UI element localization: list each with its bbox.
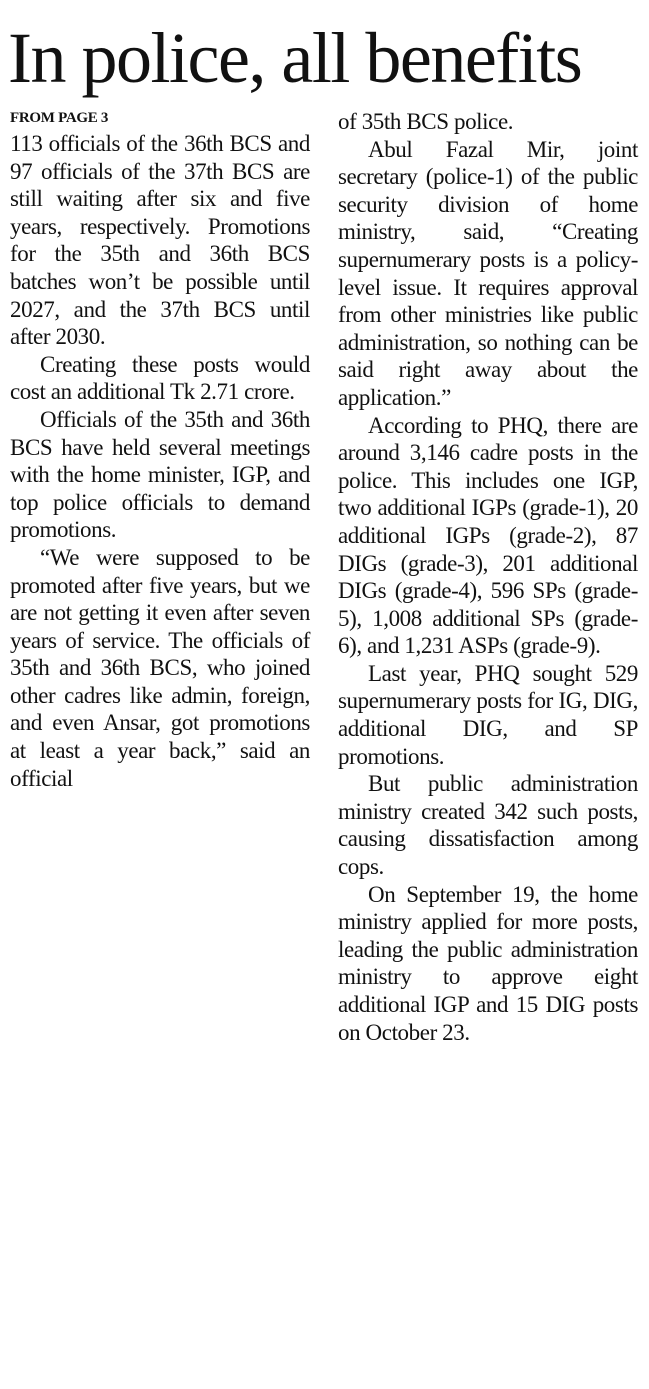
kicker: FROM PAGE 3: [10, 110, 109, 126]
paragraph: of 35th BCS police.: [338, 109, 514, 134]
paragraph: According to PHQ, there are around 3,146 cadre posts in the police. This includes one IGP, two additional IGPs (grade-1), 20 additional IGPs (grade-2), 87 DIGs (grade-3), 201 additional DIGs (grade-4), 596 SPs (grade-5), 1,008 additional SPs (grade-6), and 1,231 ASPs (grade-9).: [338, 412, 638, 659]
paragraph: But public administration ministry created 342 such posts, causing dissatisfaction among cops.: [338, 771, 638, 880]
paragraph: 113 officials of the 36th BCS and 97 officials of the 37th BCS are still waiting after six and five years, respectively. Promotions for the 35th and 36th BCS batches won’t be possible until 2027, and the 37th BCS until after 2030.: [10, 131, 310, 350]
left-column: [10, 106, 310, 792]
paragraph: Last year, PHQ sought 529 supernumerary posts for IG, DIG, additional DIG, and SP promotions.: [338, 660, 638, 769]
paragraph: “We were supposed to be promoted after five years, but we are not getting it even after seven years of service. The officials of 35th and 36th BCS, who joined other cadres like admin, foreign, and even Ansar, got promotions at least a year back,” said an official: [10, 544, 310, 791]
paragraph: Abul Fazal Mir, joint secretary (police-1) of the public security division of home ministry, said, “Creating supernumerary posts is a policy-level issue. It requires approval from other ministries like public administration, so nothing can be said right away about the application.”: [338, 136, 638, 410]
paragraph: On September 19, the home ministry applied for more posts, leading the public administration ministry to approve eight additional IGP and 15 DIG posts on October 23.: [338, 881, 638, 1045]
paragraph: Creating these posts would cost an additional Tk 2.71 crore.: [10, 351, 310, 405]
headline: In police, all benefits: [8, 18, 582, 98]
paragraph: Officials of the 35th and 36th BCS have held several meetings with the home minister, IGP, and top police officials to demand promotions.: [10, 406, 310, 543]
right-column: [338, 108, 638, 1046]
